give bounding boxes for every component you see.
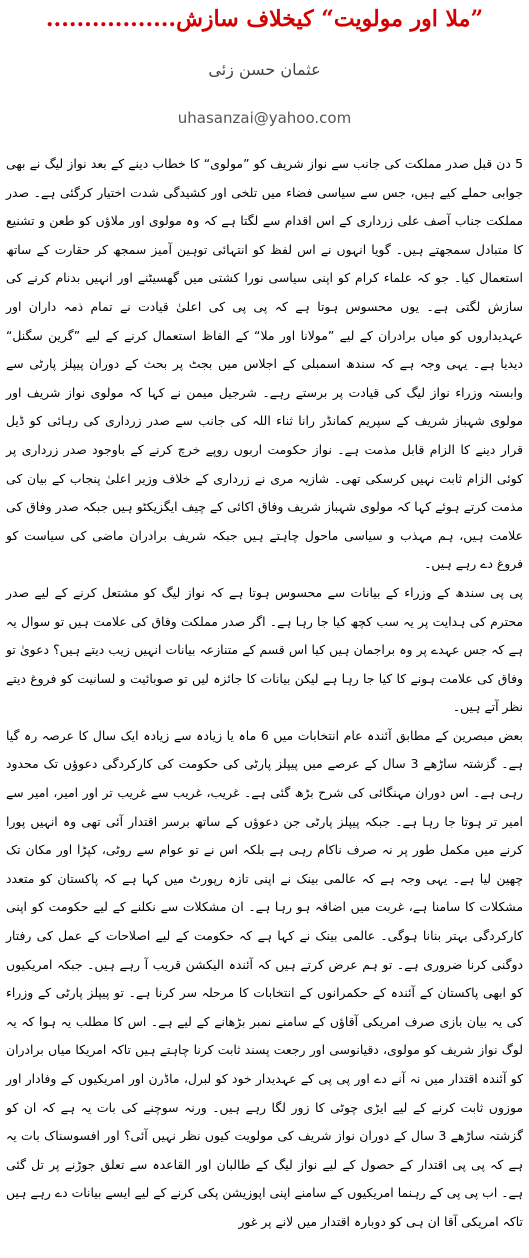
- article-paragraph-1: 5 دن قبل صدر مملکت کی جانب سے نواز شریف کو ”مولوی“ کا خطاب دینے کے بعد نواز لیگ نے بھی جوابی حملے کیے ہیں، جس سے سیاسی فضاء میں تلخی اور کشیدگی شدت اختیار کرگئی ہے۔ صدر مملکت جناب آصف علی زرداری کے اس اقدام سے لگتا ہے کہ وہ مولوی اور ملاؤں کو طعن و تشنیع کا متبادل سمجھتے ہیں۔ گویا انہوں نے اس لفظ کو انتہائی توہین آمیز سمجھ کر حقارت کے ساتھ استعمال کیا۔ جو کہ علماء کرام کو اپنی سیاسی نورا کشتی میں گھسیٹنے اور انہیں بدنام کرنے کی سازش لگتی ہے۔ یوں محسوس ہوتا ہے کہ پی پی کی اعلیٰ قیادت نے تمام ذمہ داران اور عہدیداروں کو میاں برادران کے لیے ”مولانا اور ملا“ کے الفاظ استعمال کرنے کے لیے ”گرین سگنل“ دیدیا ہے۔ یہی وجہ ہے کہ سندھ اسمبلی کے اجلاس میں بجٹ پر بحث کے دوران پیپلز پارٹی سے وابستہ وزراء نواز لیگ کی قیادت پر برستے رہے۔ شرجیل میمن نے کہا کہ مولوی نواز شریف اور مولوی شہباز شریف کے سپریم کمانڈر رانا ثناء اللہ کی جانب سے صدر زرداری کی رہائی کو ڈیل قرار دینے کا الزام قابل مذمت ہے۔ نواز حکومت اربوں روپے خرچ کرنے کے باوجود صدر زرداری پر کوئی الزام ثابت نہیں کرسکی تھی۔ شازیہ مری نے زرداری کے خلاف وزیر اعلیٰ پنجاب کے بیان کی مذمت کرتے ہوئے کہا کہ مولوی شہباز شریف وفاق اکائی کے چیف ایگزیکٹو ہیں جبکہ صدر وفاق کی علامت ہیں، ہم مہذب و سیاسی ماحول چاہتے ہیں جبکہ شریف برادران ماضی کی سیاست کو فروغ دے رہے ہیں۔: [6, 156, 523, 572]
- article-body: [6, 150, 523, 1237]
- article-paragraph-3: بعض مبصرین کے مطابق آئندہ عام انتخابات میں 6 ماہ یا زیادہ سے زیادہ ایک سال کا عرصہ رہ گیا ہے۔ گزشتہ ساڑھے 3 سال کے عرصے میں پیپلز پارٹی کی حکومت کی کارکردگی دعوؤں تک محدود رہی ہے۔ اس دوران مہنگائی کی شرح بڑھ گئی ہے۔ غریب، غریب سے غریب تر اور امیر، امیر سے امیر تر ہوتا جا رہا ہے۔ جبکہ پیپلز پارٹی جن دعوؤں کے ساتھ برسر اقتدار آئی تھی وہ انہیں پورا کرنے میں مکمل طور پر نہ صرف ناکام رہی ہے بلکہ اس نے تو عوام سے روٹی، کپڑا اور مکان تک چھین لیا ہے۔ یہی وجہ ہے کہ عالمی بینک نے اپنی تازہ رپورٹ میں کہا ہے کہ پاکستان کو متعدد مشکلات کا سامنا ہے، غربت میں اضافہ ہو رہا ہے۔ ان مشکلات سے نکلنے کے لیے حکومت کو اپنی کارکردگی بہتر بنانا ہوگی۔ عالمی بینک نے کہا ہے کہ حکومت کے لیے اصلاحات کے عمل کی رفتار دوگنی کرنا ضروری ہے۔ تو ہم عرض کرتے ہیں کہ آئندہ الیکشن قریب آ رہے ہیں۔ جبکہ امریکیوں کو ابھی پاکستان کے آئندہ کے حکمرانوں کے انتخابات کا مرحلہ سر کرنا ہے۔ تو پیپلز پارٹی کے وزراء کی یہ بیان بازی صرف امریکی آقاؤں کے سامنے نمبر بڑھانے کے لیے ہے۔ اس کا مطلب یہ ہوا کہ یہ لوگ نواز شریف کو مولوی، دقیانوسی اور رجعت پسند ثابت کرنا چاہتے ہیں تاکہ امریکا میاں برادران کو آئندہ اقتدار میں نہ آنے دے اور پی پی کے عہدیدار خود کو لبرل، ماڈرن اور امریکیوں کے وفادار اور موزوں ثابت کرنے کے لیے ایڑی چوٹی کا زور لگا رہے ہیں۔ ورنہ سوچنے کی بات یہ ہے کہ ان کو گزشتہ ساڑھے 3 سال کے دوران نواز شریف کی مولویت کیوں نظر نہیں آئی؟ اور افسوسناک بات یہ ہے کہ پی پی اقتدار کے حصول کے لیے نواز لیگ کے طالبان اور القاعدہ سے تعلق جوڑنے پر تل گئی ہے۔ اب پی پی کے رہنما امریکیوں کے سامنے اپنی اپوزیشن پکی کرنے کے لیے ایسے بیانات دے رہے ہیں تاکہ امریکی آقا ان ہی کو دوبارہ اقتدار میں لانے پر غور: [6, 727, 524, 1229]
- author-email: uhasanzai@yahoo.com: [177, 109, 352, 127]
- article-author: عثمان حسن زئی: [208, 60, 321, 79]
- article-title: ”ملا اور مولویت“ کیخلاف سازش.................: [45, 6, 484, 32]
- article-paragraph-2: پی پی سندھ کے وزراء کے بیانات سے محسوس ہوتا ہے کہ نواز لیگ کو مشتعل کرنے کے لیے صدر محترم کی ہدایت پر یہ سب کچھ کیا جا رہا ہے۔ اگر صدر مملکت وفاق کی علامت ہیں تو سوال یہ ہے کہ جس عہدے پر وہ براجمان ہیں کیا اس قسم کے متنازعہ بیانات انہیں زیب دیتے ہیں؟ دعویٰ تو وفاق کی علامت ہونے کا کیا جا رہا ہے لیکن بیانات کا جائزہ لیں تو صوبائیت و لسانیت کو فروغ دیتے نظر آتے ہیں۔: [6, 584, 523, 715]
